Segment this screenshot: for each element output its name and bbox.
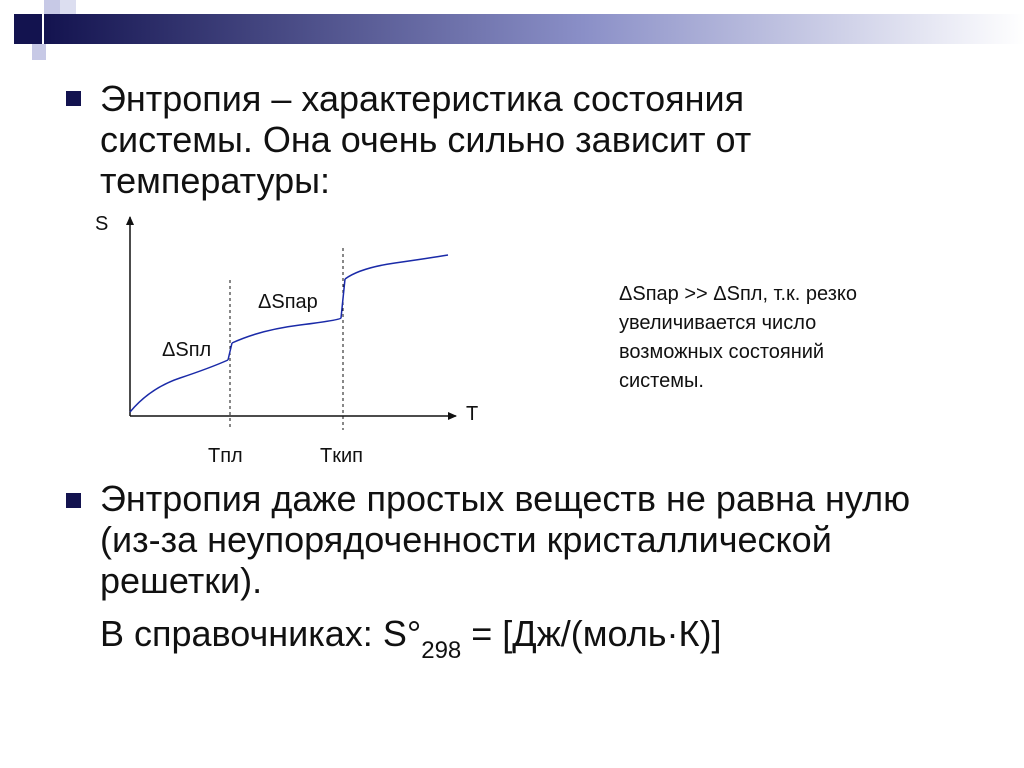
bullet-text-2: Энтропия даже простых веществ не равна нулю (из-за неупорядоченности кристаллической решетки). <box>100 478 911 601</box>
solid-phase-curve <box>130 360 228 412</box>
boiling-tick-label: Tкип <box>320 445 363 467</box>
melting-jump-segment <box>228 343 232 360</box>
bullet-square-2 <box>66 493 81 508</box>
gas-phase-curve <box>345 255 448 279</box>
reference-prefix: В справочниках: S° <box>100 613 422 654</box>
side-note: ΔSпар >> ΔSпл, т.к. резко увеличивается число возможных состояний системы. <box>619 283 857 392</box>
melting-tick-label: Tпл <box>208 445 243 467</box>
reference-line <box>100 613 722 664</box>
liquid-phase-curve <box>232 318 341 343</box>
melting-jump-label: ΔSпл <box>162 339 212 361</box>
bullet-text-1: Энтропия – характеристика состояния системы. Она очень сильно зависит от температуры: <box>100 78 752 201</box>
reference-subscript: 298 <box>421 637 462 664</box>
y-axis-label: S <box>95 213 109 235</box>
reference-suffix: = [Дж/(моль·К)] <box>461 613 722 654</box>
vaporization-jump-label: ΔSпар <box>258 291 318 313</box>
x-axis-label: T <box>466 403 479 425</box>
